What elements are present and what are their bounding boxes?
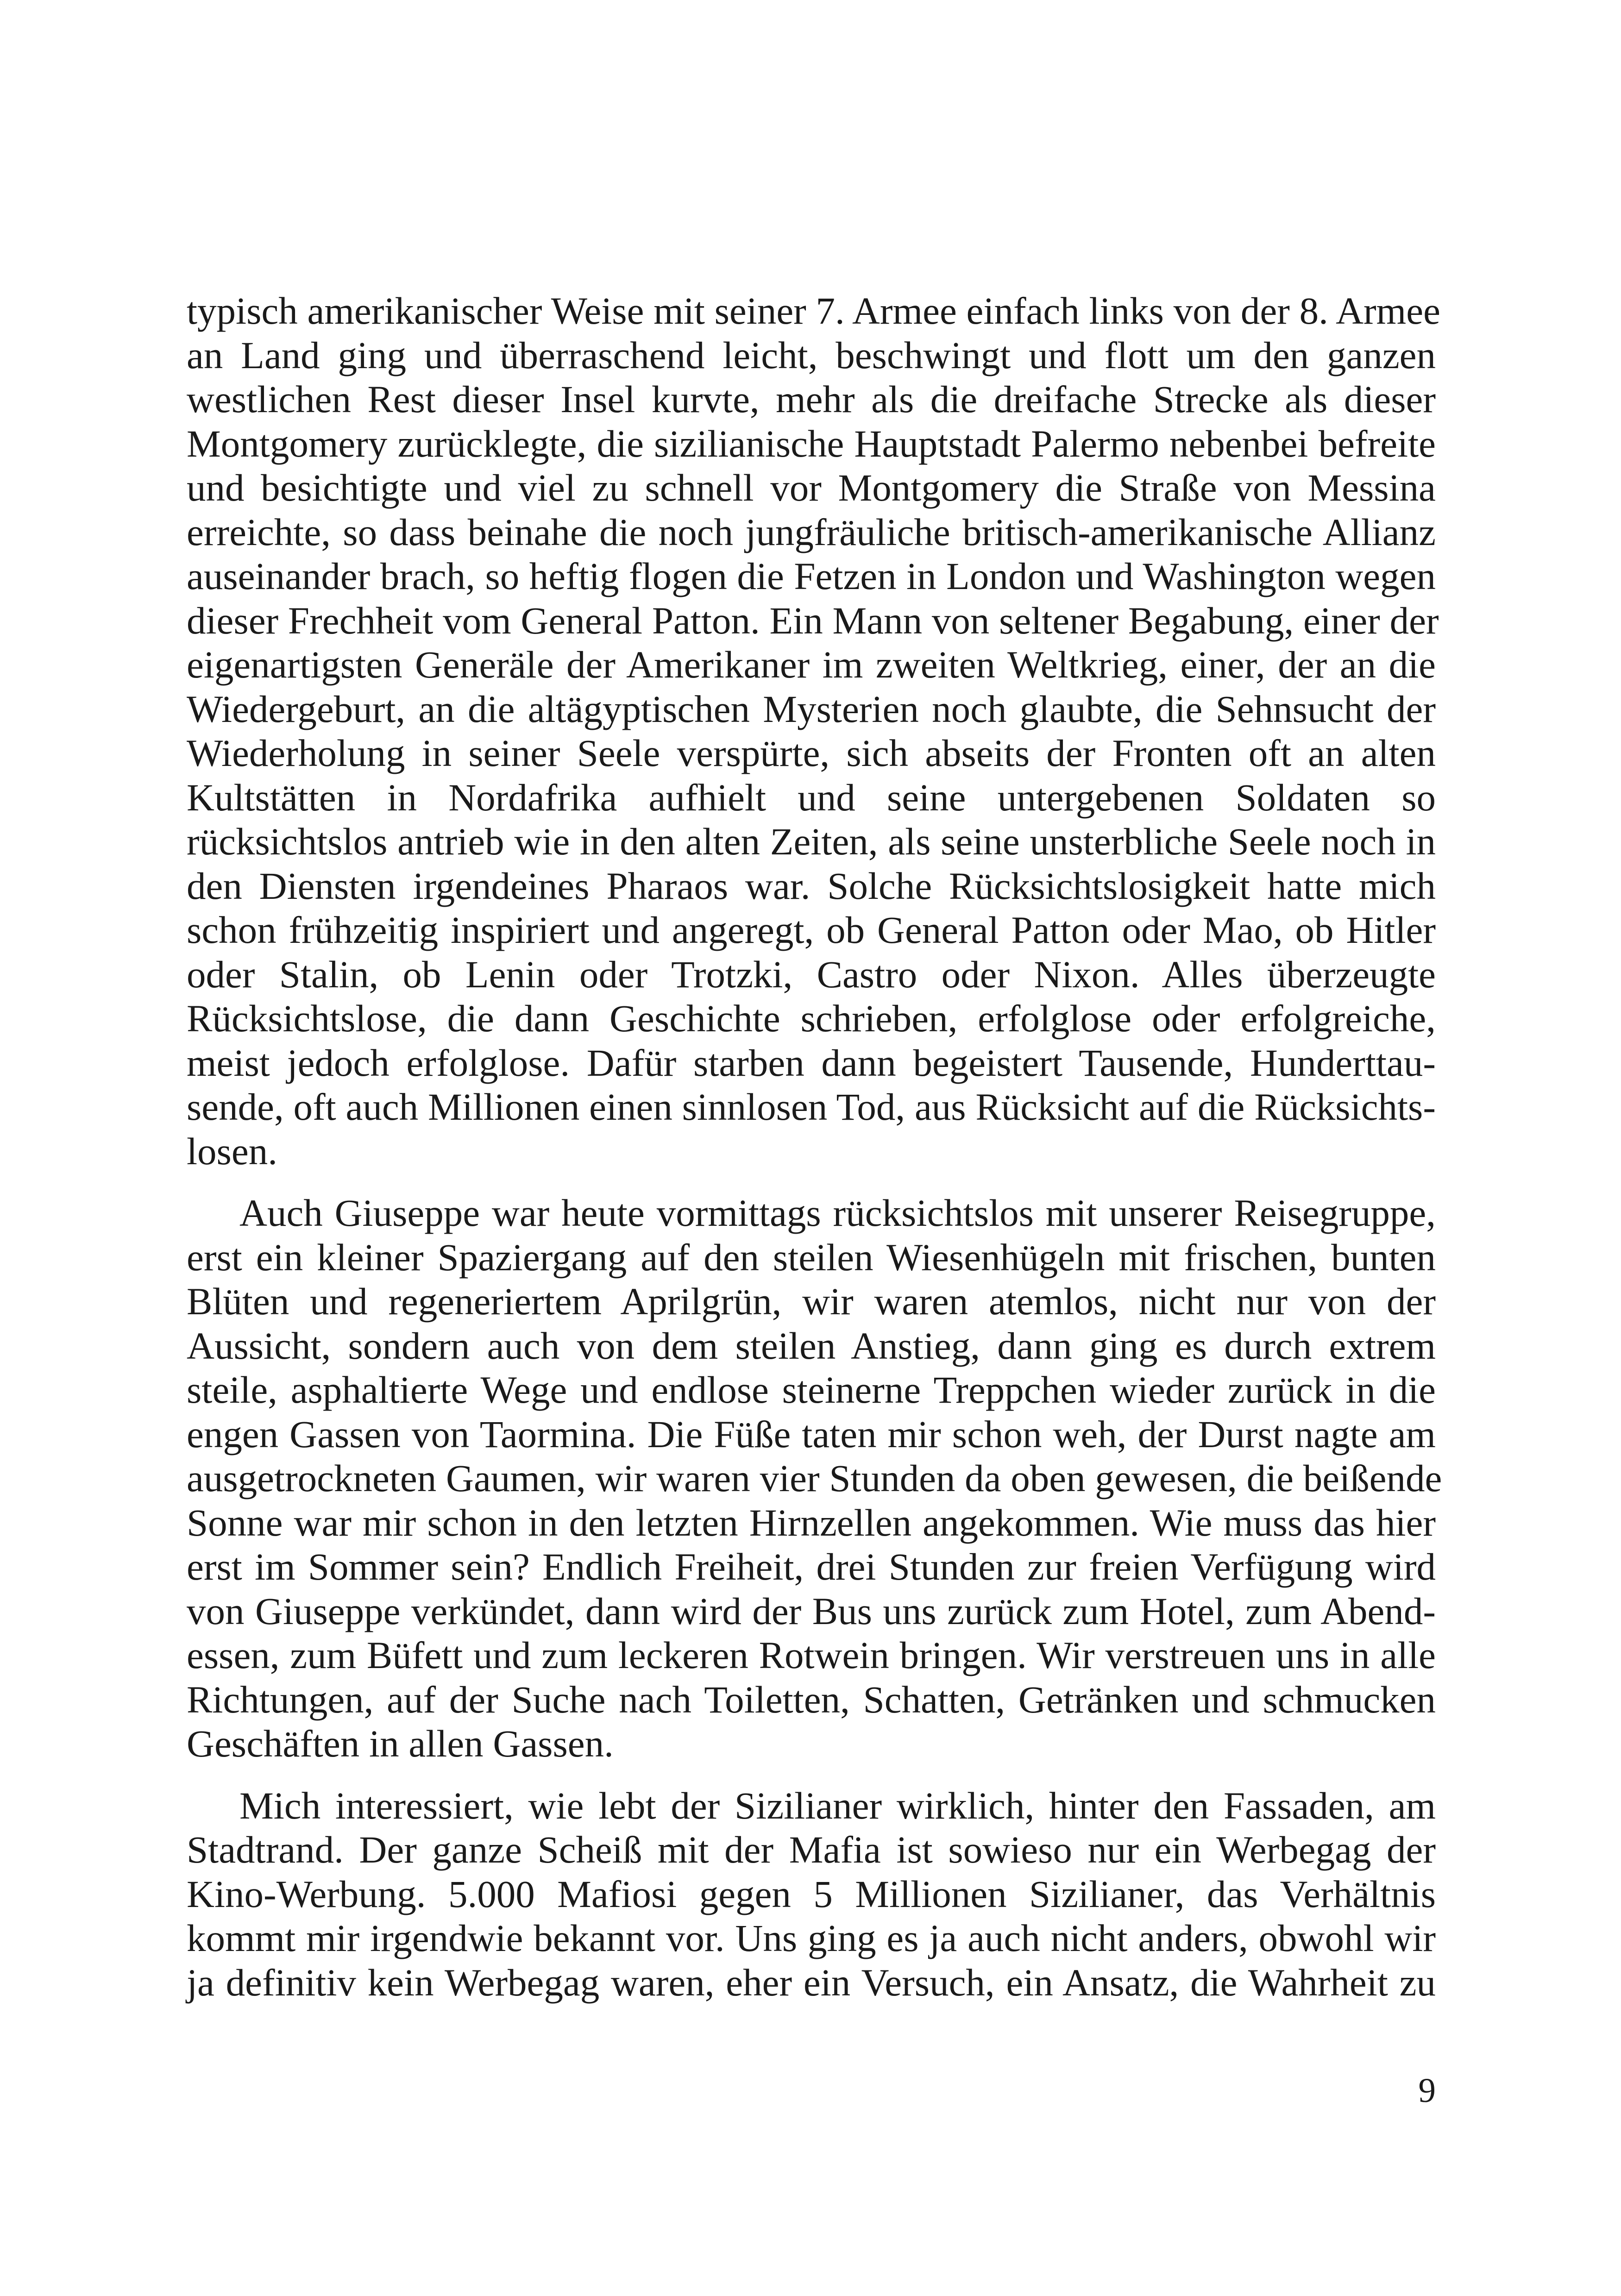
text-line: Wiederholung in seiner Seele verspürte, sich abseits der Fronten oft an alten (187, 732, 1436, 774)
text-line: Sonne war mir schon in den letzten Hirnzellen angekommen. Wie muss das hier (187, 1501, 1436, 1544)
text-line: erreichte, so dass beinahe die noch jungfräuliche britisch-amerikanische Allianz (187, 510, 1436, 553)
text-line: typisch amerikanischer Weise mit seiner 7. Armee einfach links von der 8. Armee (187, 289, 1440, 332)
text-line: dieser Frechheit vom General Patton. Ein Mann von seltener Begabung, einer der (187, 599, 1439, 642)
text-line: Blüten und regeneriertem Aprilgrün, wir waren atemlos, nicht nur von der (187, 1280, 1436, 1323)
body-text (187, 289, 1442, 2005)
text-line: meist jedoch erfolglose. Dafür starben dann begeistert Tausende, Hunderttau- (187, 1041, 1436, 1084)
text-line: eigenartigsten Generäle der Amerikaner im zweiten Weltkrieg, einer, der an die (187, 643, 1436, 686)
text-line: sende, oft auch Millionen einen sinnlosen Tod, aus Rücksicht auf die Rücksichts- (187, 1085, 1436, 1128)
text-line: westlichen Rest dieser Insel kurvte, mehr als die dreifache Strecke als dieser (187, 378, 1436, 420)
paragraph-1 (187, 289, 1440, 1173)
text-line: Stadtrand. Der ganze Scheiß mit der Mafia ist sowieso nur ein Werbegag der (187, 1828, 1436, 1871)
page-number: 9 (1418, 2071, 1436, 2110)
text-line: oder Stalin, ob Lenin oder Trotzki, Castro oder Nixon. Alles überzeugte (187, 953, 1436, 996)
text-line: Richtungen, auf der Suche nach Toiletten, Schatten, Getränken und schmucken (187, 1678, 1436, 1721)
text-line: erst ein kleiner Spaziergang auf den steilen Wiesenhügeln mit frischen, bunten (187, 1236, 1436, 1279)
text-line: essen, zum Büfett und zum leckeren Rotwein bringen. Wir verstreuen uns in alle (187, 1634, 1436, 1676)
text-line: und besichtigte und viel zu schnell vor Montgomery die Straße von Messina (187, 466, 1436, 509)
text-line: steile, asphaltierte Wege und endlose steinerne Treppchen wieder zurück in die (187, 1368, 1436, 1411)
text-line: Rücksichtslose, die dann Geschichte schrieben, erfolglose oder erfolgreiche, (187, 997, 1436, 1040)
text-line: schon frühzeitig inspiriert und angeregt, ob General Patton oder Mao, ob Hitler (187, 909, 1436, 951)
paragraph-2 (187, 1191, 1442, 1766)
paragraph-spacer (187, 1766, 1436, 1784)
text-line: ausgetrockneten Gaumen, wir waren vier Stunden da oben gewesen, die beißende (187, 1457, 1442, 1499)
paragraph-3 (187, 1784, 1436, 2005)
text-line: rücksichtslos antrieb wie in den alten Zeiten, als seine unsterbliche Seele noch in (187, 820, 1436, 863)
text-line: Geschäften in allen Gassen. (187, 1722, 614, 1765)
text-line: Kultstätten in Nordafrika aufhielt und seine untergebenen Soldaten so (187, 776, 1436, 819)
text-line: Auch Giuseppe war heute vormittags rücksichtslos mit unserer Reisegruppe, (239, 1192, 1436, 1234)
text-line: losen. (187, 1129, 277, 1173)
text-line: erst im Sommer sein? Endlich Freiheit, drei Stunden zur freien Verfügung wird (187, 1545, 1436, 1588)
text-line: Aussicht, sondern auch von dem steilen Anstieg, dann ging es durch extrem (187, 1324, 1436, 1367)
text-line: den Diensten irgendeines Pharaos war. Solche Rücksichtslosigkeit hatte mich (187, 864, 1436, 907)
paragraph-spacer (187, 1173, 1436, 1191)
text-line: kommt mir irgendwie bekannt vor. Uns ging es ja auch nicht anders, obwohl wir (187, 1917, 1436, 1959)
text-line: Montgomery zurücklegte, die sizilianische Hauptstadt Palermo nebenbei befreite (187, 422, 1436, 465)
text-line: auseinander brach, so heftig flogen die Fetzen in London und Washington wegen (187, 555, 1436, 597)
text-line: Wiedergeburt, an die altägyptischen Mysterien noch glaubte, die Sehnsucht der (187, 687, 1436, 730)
text-line: engen Gassen von Taormina. Die Füße taten mir schon weh, der Durst nagte am (187, 1412, 1436, 1455)
text-line: Mich interessiert, wie lebt der Sizilianer wirklich, hinter den Fassaden, am (239, 1784, 1436, 1827)
text-line: an Land ging und überraschend leicht, beschwingt und flott um den ganzen (187, 333, 1436, 376)
text-line: von Giuseppe verkündet, dann wird der Bus uns zurück zum Hotel, zum Abend- (187, 1589, 1436, 1632)
text-line: Kino-Werbung. 5.000 Mafiosi gegen 5 Millionen Sizilianer, das Verhältnis (187, 1872, 1436, 1915)
text-line: ja definitiv kein Werbegag waren, eher ein Versuch, ein Ansatz, die Wahrheit zu (187, 1961, 1436, 2004)
